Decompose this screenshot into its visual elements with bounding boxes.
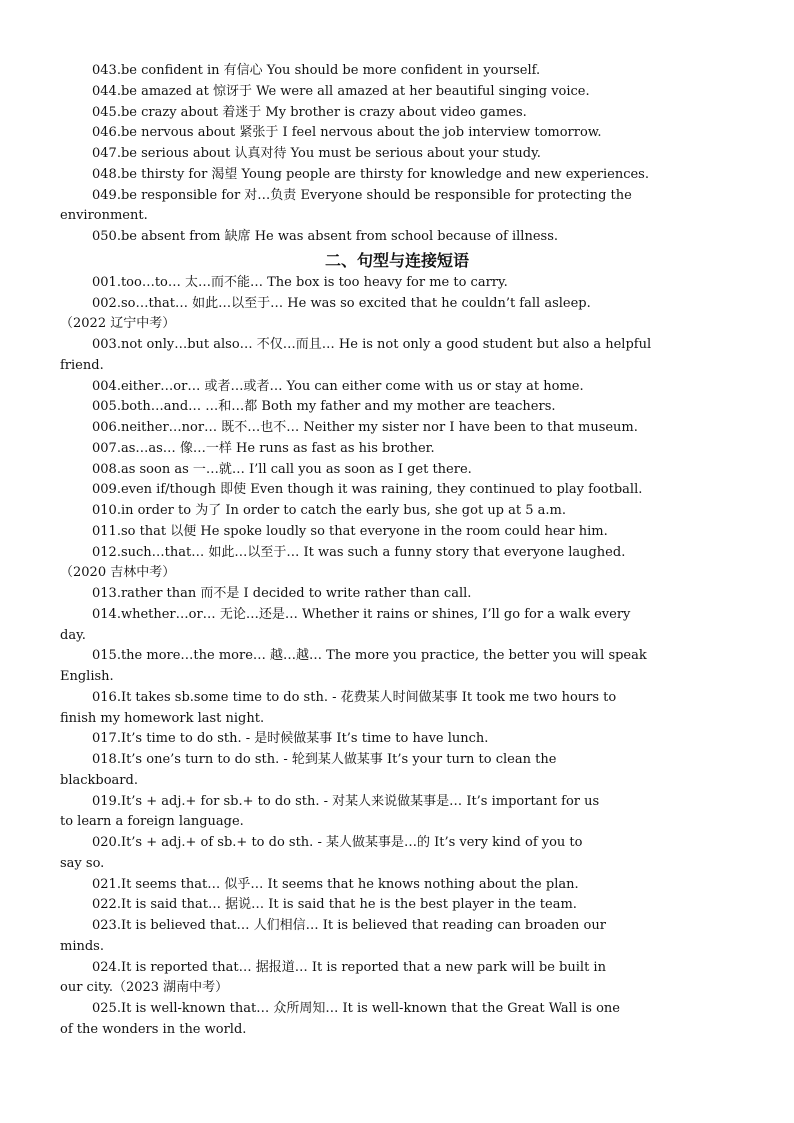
- list-item: 019.It’s + adj.+ for sb.+ to do sth. - 对某人来说做某事是… It’s important for us: [92, 793, 600, 809]
- list-item: 021.It seems that… 似乎… It seems that he knows nothing about the plan.: [92, 876, 579, 892]
- list-item: 050.be absent from 缺席 He was absent from school because of illness.: [92, 229, 558, 244]
- list-item: 009.even if/though 即使 Even though it was raining, they continued to play football.: [92, 482, 643, 498]
- list-item: 007.as…as… 像…一样 He runs as fast as his brother.: [92, 440, 435, 456]
- list-item: 016.It takes sb.some time to do sth. - 花费某人时间做某事 It took me two hours to: [92, 689, 617, 705]
- list-item-continuation: say so.: [60, 855, 105, 871]
- list-item: 014.whether…or… 无论…还是… Whether it rains or shines, I’ll go for a walk every: [92, 606, 631, 622]
- list-item: 045.be crazy about 着迷于 My brother is crazy about video games.: [92, 104, 527, 120]
- source-note: （2022 辽宁中考）: [60, 316, 176, 332]
- list-item: 015.the more…the more… 越…越… The more you practice, the better you will speak: [92, 648, 647, 664]
- list-item-continuation: English.: [60, 669, 114, 684]
- list-item: 018.It’s one’s turn to do sth. - 轮到某人做某事 It’s your turn to clean the: [92, 752, 557, 767]
- list-item: 013.rather than 而不是 I decided to write rather than call.: [92, 586, 472, 601]
- source-note: （2020 吉林中考）: [60, 565, 176, 581]
- list-item: 001.too…to… 太…而不能… The box is too heavy for me to carry.: [92, 274, 508, 290]
- list-item: 006.neither…nor… 既不…也不… Neither my sister nor I have been to that museum.: [92, 420, 638, 435]
- list-item: 003.not only…but also… 不仅…而且… He is not only a good student but also a helpful: [92, 337, 652, 352]
- list-item-continuation: minds.: [60, 938, 104, 954]
- list-item: 023.It is believed that… 人们相信… It is believed that reading can broaden our: [92, 918, 606, 933]
- list-item: 020.It’s + adj.+ of sb.+ to do sth. - 某人做某事是…的 It’s very kind of you to: [92, 835, 583, 850]
- list-item-continuation: blackboard.: [60, 772, 138, 788]
- list-item-continuation: of the wonders in the world.: [60, 1021, 247, 1037]
- list-item: 004.either…or… 或者…或者… You can either come with us or stay at home.: [92, 378, 584, 394]
- list-item: 046.be nervous about 紧张于 I feel nervous about the job interview tomorrow.: [92, 125, 602, 141]
- list-item: 022.It is said that… 据说… It is said that he is the best player in the team.: [92, 897, 577, 913]
- list-item-continuation: our city.（2023 湖南中考）: [60, 980, 229, 996]
- list-item: 017.It’s time to do sth. - 是时候做某事 It’s time to have lunch.: [92, 731, 489, 747]
- section-heading: 二、句型与连接短语: [324, 250, 469, 270]
- list-item: 043.be confident in 有信心 You should be more confident in yourself.: [92, 63, 541, 78]
- list-item: 012.such…that… 如此…以至于… It was such a funny story that everyone laughed.: [92, 544, 626, 560]
- list-item-continuation: finish my homework last night.: [60, 710, 265, 726]
- list-item-continuation: environment.: [60, 208, 148, 224]
- document-page: [60, 61, 734, 1041]
- list-item: 048.be thirsty for 渴望 Young people are thirsty for knowledge and new experiences.: [92, 166, 649, 182]
- list-item: 047.be serious about 认真对待 You must be serious about your study.: [92, 146, 541, 161]
- list-item-continuation: friend.: [60, 357, 104, 373]
- list-item: 049.be responsible for 对…负责 Everyone should be responsible for protecting the: [92, 187, 632, 203]
- list-item: 005.both…and… …和…都 Both my father and my mother are teachers.: [92, 399, 556, 415]
- list-item: 011.so that 以便 He spoke loudly so that everyone in the room could hear him.: [92, 523, 608, 539]
- list-item: 010.in order to 为了 In order to catch the early bus, she got up at 5 a.m.: [92, 503, 566, 518]
- list-item: 025.It is well-known that… 众所周知… It is well-known that the Great Wall is one: [92, 1001, 620, 1016]
- list-item-continuation: to learn a foreign language.: [60, 814, 244, 830]
- list-item: 008.as soon as 一…就… I’ll call you as soon as I get there.: [92, 461, 472, 477]
- list-item-continuation: day.: [60, 627, 86, 643]
- list-item: 024.It is reported that… 据报道… It is reported that a new park will be built in: [92, 959, 606, 975]
- list-item: 044.be amazed at 惊讶于 We were all amazed at her beautiful singing voice.: [92, 83, 590, 99]
- list-item: 002.so…that… 如此…以至于… He was so excited that he couldn’t fall asleep.: [92, 295, 591, 311]
